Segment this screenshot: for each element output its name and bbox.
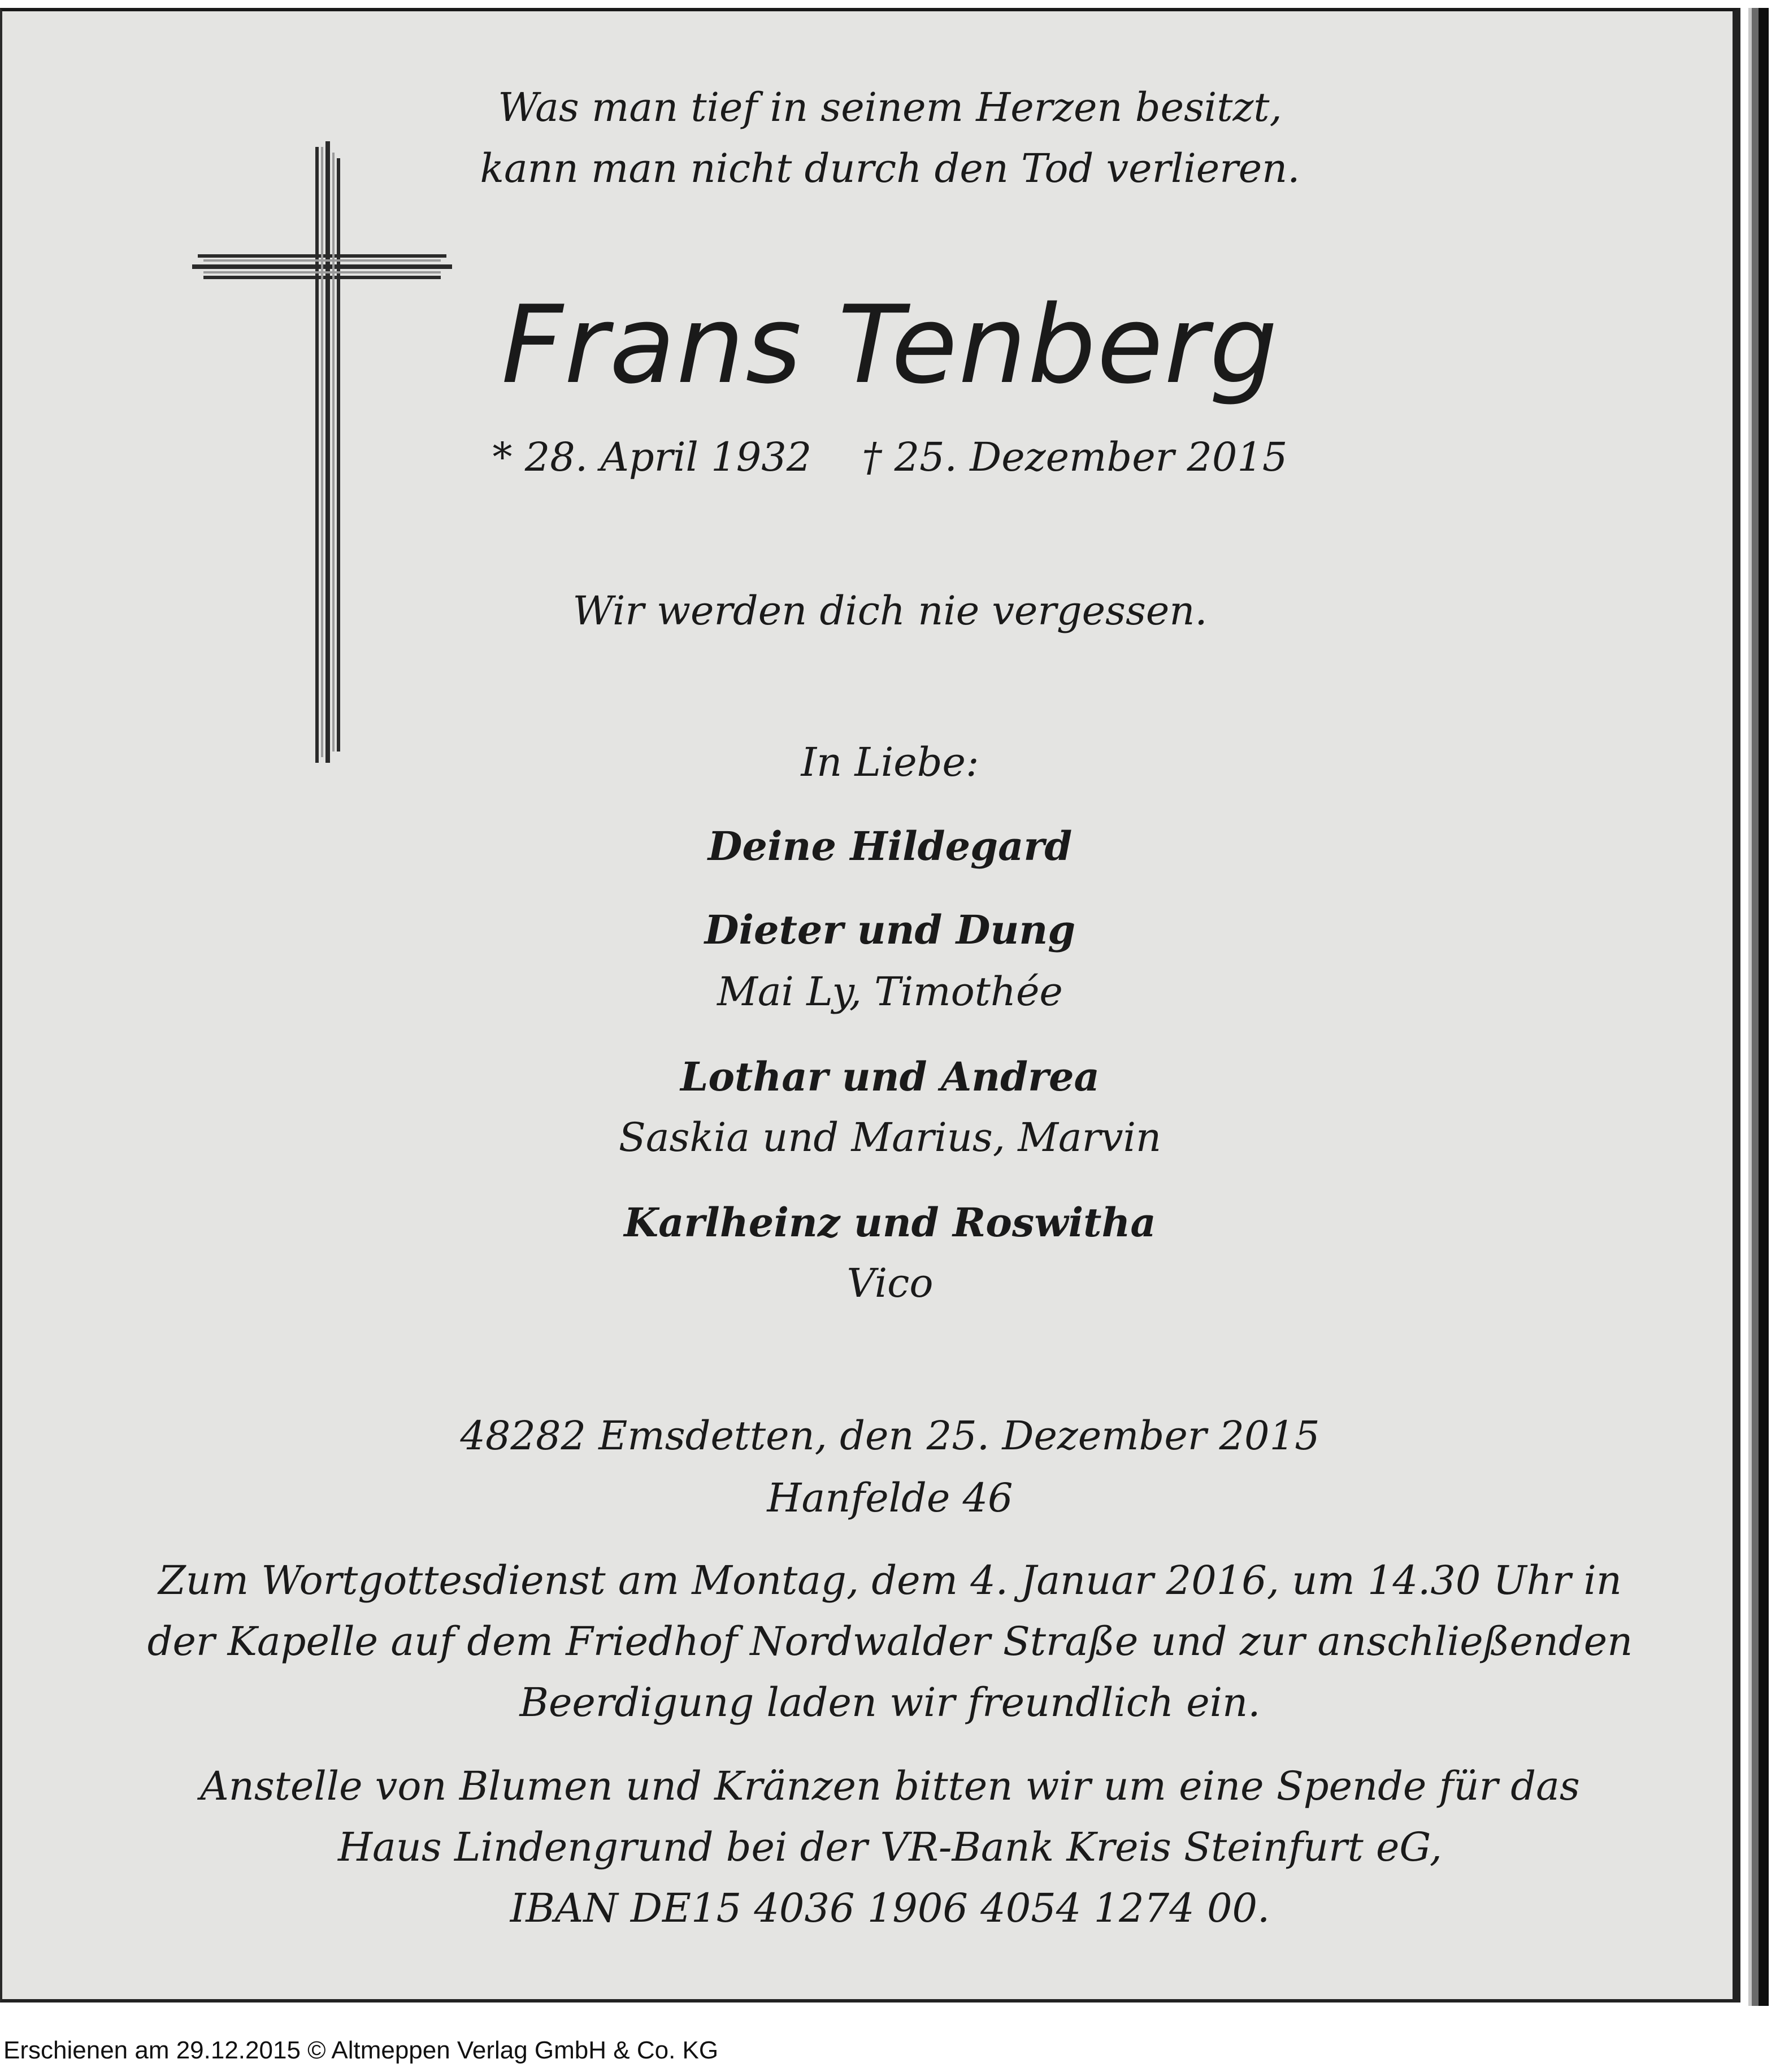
place-date: 48282 Emsdetten, den 25. Dezember 2015 (460, 1413, 1320, 1459)
donation-line-3: IBAN DE15 4036 1906 4054 1274 00. (510, 1885, 1270, 1931)
service-line-3: Beerdigung laden wir freundlich ein. (519, 1679, 1261, 1726)
motto-line-2: kann man nicht durch den Tod verlieren. (480, 145, 1300, 192)
publication-footer: Erschienen am 29.12.2015 © Altmeppen Verlag GmbH & Co. KG (3, 2036, 719, 2064)
family-names: Lothar und Andrea (680, 1053, 1100, 1100)
service-line-1: Zum Wortgottesdienst am Montag, dem 4. Januar 2016, um 14.30 Uhr in (158, 1557, 1622, 1604)
deceased-name: Frans Tenberg (501, 283, 1279, 407)
family-children: Saskia und Marius, Marvin (618, 1114, 1162, 1161)
life-dates: * 28. April 1932 † 25. Dezember 2015 (492, 434, 1288, 480)
remembrance-line: Wir werden dich nie vergessen. (572, 588, 1208, 634)
in-love-label: In Liebe: (801, 739, 979, 785)
motto-line-1: Was man tief in seinem Herzen besitzt, (498, 84, 1282, 131)
family-children: Mai Ly, Timothée (717, 968, 1063, 1015)
family-names: Dieter und Dung (704, 906, 1076, 953)
service-line-2: der Kapelle auf dem Friedhof Nordwalder Straße und zur anschließenden (147, 1618, 1633, 1665)
family-children: Vico (846, 1260, 934, 1306)
donation-line-1: Anstelle von Blumen und Kränzen bitten wir um eine Spende für das (200, 1763, 1580, 1809)
family-names: Deine Hildegard (707, 823, 1073, 870)
family-names: Karlheinz und Roswitha (624, 1199, 1156, 1246)
donation-line-2: Haus Lindengrund bei der VR-Bank Kreis Steinfurt eG, (337, 1824, 1443, 1870)
address: Hanfelde 46 (767, 1475, 1013, 1521)
